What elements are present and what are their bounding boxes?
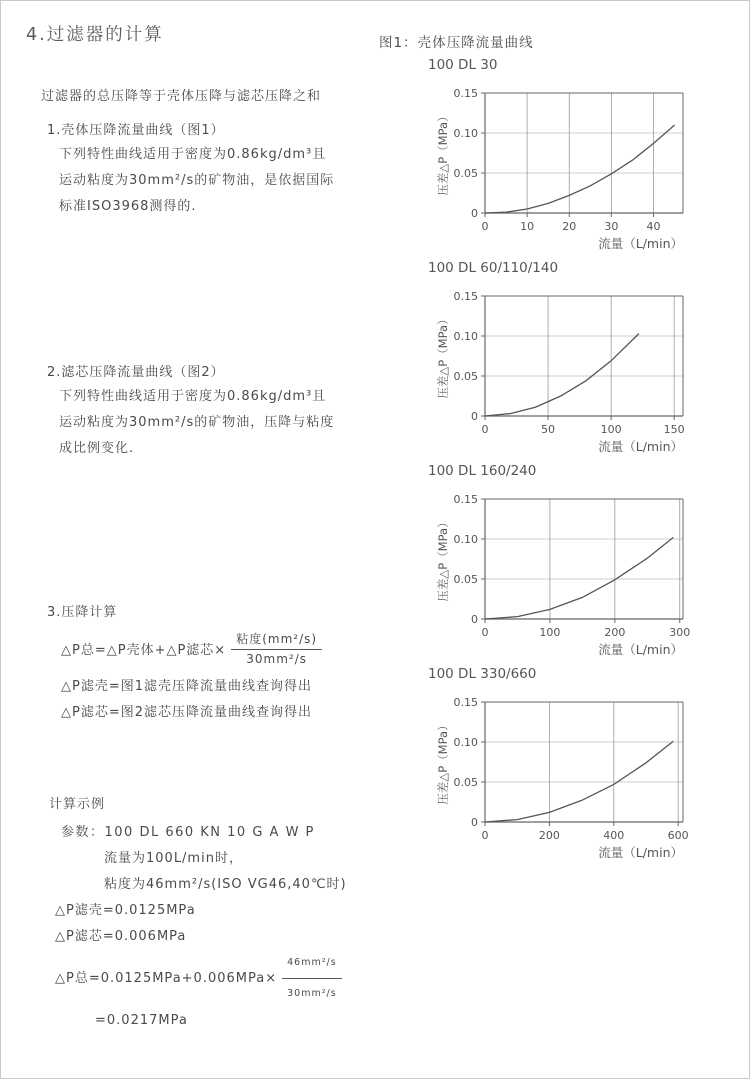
total-pressure-formula <box>61 630 322 666</box>
x-tick-label: 400 <box>603 829 625 842</box>
y-tick-label: 0.10 <box>453 127 478 140</box>
section-heading: 3.压降计算 <box>47 605 118 620</box>
example-denominator: 30mm²/s <box>287 988 337 999</box>
pressure-drop-curve <box>485 741 673 822</box>
x-axis-label: 流量（L/min） <box>598 439 683 454</box>
y-tick-label: 0.15 <box>453 493 478 506</box>
x-tick-label: 0 <box>481 423 489 436</box>
x-axis-label: 流量（L/min） <box>598 845 683 860</box>
text-line: 成比例变化. <box>59 441 135 456</box>
x-tick-label: 300 <box>669 626 691 639</box>
x-tick-label: 20 <box>562 220 577 233</box>
chart-title: 100 DL 30 <box>428 57 498 73</box>
text-line: 运动粘度为30mm²/s的矿物油，是依据国际 <box>59 173 335 188</box>
text-line: 粘度为46mm²/s(ISO VG46,40℃时) <box>104 877 347 892</box>
x-tick-label: 50 <box>541 423 556 436</box>
chart-100-dl-30 <box>375 53 707 256</box>
intro-text: 过滤器的总压降等于壳体压降与滤芯压降之和 <box>41 89 322 104</box>
x-tick-label: 0 <box>481 829 489 842</box>
example-result: =0.0217MPa <box>95 1013 188 1028</box>
x-tick-label: 200 <box>604 626 626 639</box>
y-tick-label: 0 <box>471 207 478 220</box>
section-body <box>47 384 334 462</box>
y-tick-label: 0.05 <box>453 370 478 383</box>
y-axis-label: 压差△P（MPa） <box>436 516 450 602</box>
text-line: △P滤壳=图1滤壳压降流量曲线查询得出 <box>61 679 313 694</box>
chart-svg <box>375 53 707 253</box>
y-tick-label: 0.05 <box>453 776 478 789</box>
y-axis-label: 压差△P（MPa） <box>436 313 450 399</box>
y-tick-label: 0.10 <box>453 330 478 343</box>
pressure-drop-curve <box>485 334 639 416</box>
section-pressure-drop-calculation <box>47 601 322 726</box>
chart-title: 100 DL 60/110/140 <box>428 260 559 276</box>
text-line: △P滤壳=0.0125MPa <box>55 903 196 918</box>
x-tick-label: 40 <box>646 220 661 233</box>
example-lines <box>49 820 347 950</box>
y-tick-label: 0.10 <box>453 736 478 749</box>
section-body <box>47 142 334 220</box>
section-element-pressure-curve <box>47 361 334 462</box>
example-total-lhs: △P总=0.0125MPa+0.006MPa× <box>55 970 278 986</box>
x-tick-label: 0 <box>481 626 489 639</box>
y-tick-label: 0.05 <box>453 573 478 586</box>
example-numerator: 46mm²/s <box>282 950 342 979</box>
chart-100-dl-330-660 <box>375 662 707 865</box>
text-line: 标准ISO3968测得的. <box>59 199 197 214</box>
text-line: 运动粘度为30mm²/s的矿物油，压降与粘度 <box>59 415 335 430</box>
chart-title: 100 DL 330/660 <box>428 666 537 682</box>
y-tick-label: 0 <box>471 613 478 626</box>
text-line: 参数：100 DL 660 KN 10 G A W P <box>61 825 315 840</box>
chart-svg <box>375 459 707 659</box>
x-tick-label: 0 <box>481 220 489 233</box>
calculation-example <box>49 793 347 1035</box>
formula-lhs: △P总=△P壳体+△P滤芯× <box>61 642 227 658</box>
x-axis-label: 流量（L/min） <box>598 236 683 251</box>
y-tick-label: 0.15 <box>453 290 478 303</box>
charts-column <box>375 53 707 865</box>
pressure-drop-curve <box>485 537 673 619</box>
text-line: 流量为100L/min时， <box>104 851 243 866</box>
chart-svg <box>375 662 707 862</box>
x-axis-label: 流量（L/min） <box>598 642 683 657</box>
section-heading: 1.壳体压降流量曲线（图1） <box>47 123 225 138</box>
figure-title: 图1：壳体压降流量曲线 <box>379 35 534 51</box>
page-title: 4.过滤器的计算 <box>26 25 164 45</box>
text-line: 下列特性曲线适用于密度为0.86kg/dm³且 <box>59 389 327 404</box>
chart-100-dl-160-240 <box>375 459 707 662</box>
y-axis-label: 压差△P（MPa） <box>436 719 450 805</box>
example-total-line <box>49 950 347 1007</box>
x-tick-label: 150 <box>663 423 685 436</box>
formula-numerator: 粘度(mm²/s) <box>231 630 322 650</box>
formula-fraction <box>231 630 322 666</box>
x-tick-label: 200 <box>538 829 560 842</box>
x-tick-label: 30 <box>604 220 619 233</box>
x-tick-label: 10 <box>520 220 535 233</box>
section-housing-pressure-curve <box>47 119 334 220</box>
y-tick-label: 0.15 <box>453 696 478 709</box>
pressure-drop-curve <box>485 125 675 213</box>
y-tick-label: 0 <box>471 410 478 423</box>
example-heading: 计算示例 <box>49 797 106 812</box>
text-line: △P滤芯=0.006MPa <box>55 929 187 944</box>
y-tick-label: 0.15 <box>453 87 478 100</box>
y-tick-label: 0 <box>471 816 478 829</box>
x-tick-label: 100 <box>539 626 561 639</box>
formula-notes <box>61 674 322 726</box>
text-line: △P滤芯=图2滤芯压降流量曲线查询得出 <box>61 705 313 720</box>
chart-100-dl-60-110-140 <box>375 256 707 459</box>
formula-denominator: 30mm²/s <box>246 652 308 666</box>
x-tick-label: 600 <box>667 829 689 842</box>
x-tick-label: 100 <box>600 423 622 436</box>
section-heading: 2.滤芯压降流量曲线（图2） <box>47 365 225 380</box>
text-line: 下列特性曲线适用于密度为0.86kg/dm³且 <box>59 147 327 162</box>
y-tick-label: 0.05 <box>453 167 478 180</box>
chart-svg <box>375 256 707 456</box>
chart-title: 100 DL 160/240 <box>428 463 537 479</box>
y-tick-label: 0.10 <box>453 533 478 546</box>
example-fraction <box>282 950 342 1007</box>
y-axis-label: 压差△P（MPa） <box>436 110 450 196</box>
